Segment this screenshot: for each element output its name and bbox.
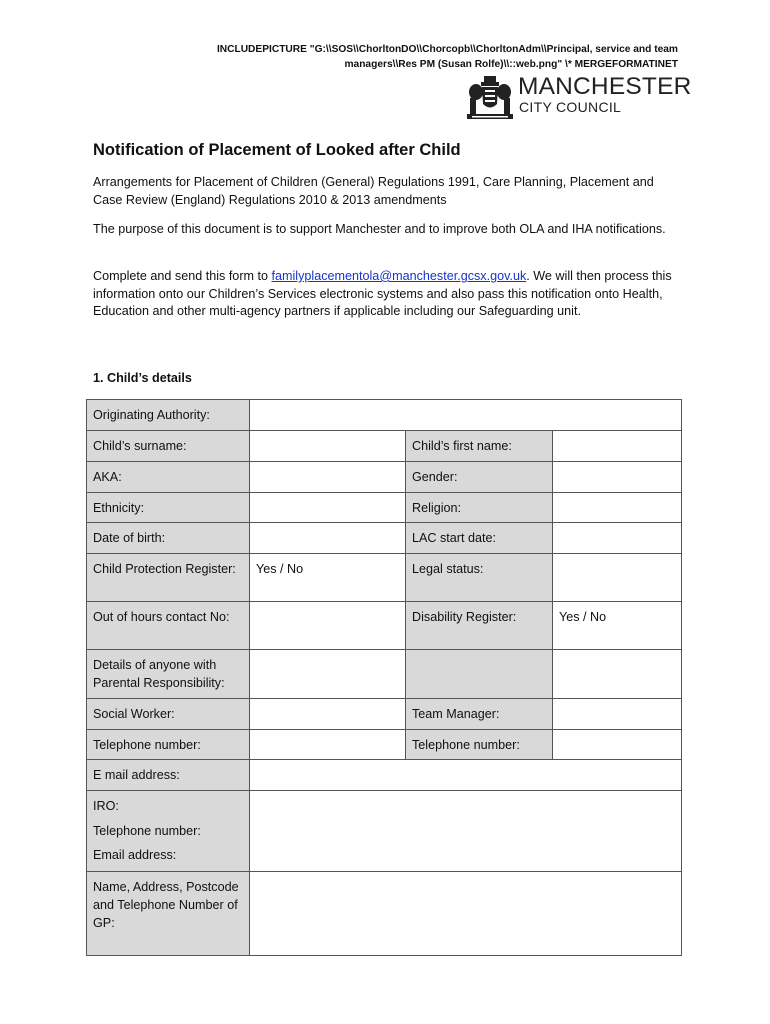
table-row xyxy=(87,400,682,431)
disability-register-value[interactable]: Yes / No xyxy=(553,602,682,650)
table-row xyxy=(87,462,682,493)
table-row xyxy=(87,650,682,699)
disability-register-label: Disability Register: xyxy=(406,602,553,650)
team-manager-telephone-field[interactable] xyxy=(553,730,682,760)
gender-field[interactable] xyxy=(553,462,682,493)
parental-responsibility-field[interactable] xyxy=(250,650,406,699)
date-of-birth-field[interactable] xyxy=(250,523,406,554)
instructions-text-after: . We will then process this information onto our Children’s Services electronic systems and also pass this notification onto Health, Education and other multi-agency partners if applicable including our Safeguarding unit. xyxy=(93,269,672,318)
gp-details-label: Name, Address, Postcode and Telephone Number of GP: xyxy=(87,872,250,956)
table-row xyxy=(87,872,682,956)
gp-details-field[interactable] xyxy=(250,872,682,956)
iro-label-cell xyxy=(87,791,250,872)
lac-start-date-field[interactable] xyxy=(553,523,682,554)
childs-first-name-label: Child’s first name: xyxy=(406,431,553,462)
childs-surname-field[interactable] xyxy=(250,431,406,462)
table-row xyxy=(87,699,682,730)
coat-of-arms-icon xyxy=(464,76,516,122)
team-manager-field[interactable] xyxy=(553,699,682,730)
aka-field[interactable] xyxy=(250,462,406,493)
table-row xyxy=(87,493,682,523)
logo-text-manchester: MANCHESTER xyxy=(518,73,692,100)
gender-label: Gender: xyxy=(406,462,553,493)
child-protection-register-value[interactable]: Yes / No xyxy=(250,554,406,602)
social-worker-telephone-field[interactable] xyxy=(250,730,406,760)
parental-responsibility-extra-cell xyxy=(406,650,553,699)
logo-text-city-council: CITY COUNCIL xyxy=(519,99,622,115)
out-of-hours-field[interactable] xyxy=(250,602,406,650)
childs-first-name-field[interactable] xyxy=(553,431,682,462)
team-manager-telephone-label: Telephone number: xyxy=(406,730,553,760)
table-row xyxy=(87,523,682,554)
page-title: Notification of Placement of Looked after Child xyxy=(93,141,461,159)
lac-start-date-label: LAC start date: xyxy=(406,523,553,554)
child-protection-register-label: Child Protection Register: xyxy=(87,554,250,602)
childs-surname-label: Child’s surname: xyxy=(87,431,250,462)
table-row xyxy=(87,431,682,462)
ethnicity-label: Ethnicity: xyxy=(87,493,250,523)
section-heading-childs-details: 1. Child’s details xyxy=(93,371,192,385)
table-row xyxy=(87,760,682,791)
purpose-paragraph: The purpose of this document is to support Manchester and to improve both OLA and IHA notifications. xyxy=(93,222,666,236)
religion-field[interactable] xyxy=(553,493,682,523)
iro-label: IRO: xyxy=(93,799,119,813)
email-link[interactable]: familyplacementola@manchester.gcsx.gov.uk xyxy=(271,269,527,283)
table-row xyxy=(87,554,682,602)
include-picture-field-line-1: INCLUDEPICTURE "G:\\SOS\\ChorltonDO\\Chorcopb\\ChorltonAdm\\Principal, service and team xyxy=(216,44,678,55)
out-of-hours-label: Out of hours contact No: xyxy=(87,602,250,650)
iro-email-label: Email address: xyxy=(93,848,177,862)
email-address-label: E mail address: xyxy=(87,760,250,791)
legal-status-field[interactable] xyxy=(553,554,682,602)
ethnicity-field[interactable] xyxy=(250,493,406,523)
date-of-birth-label: Date of birth: xyxy=(87,523,250,554)
team-manager-label: Team Manager: xyxy=(406,699,553,730)
social-worker-label: Social Worker: xyxy=(87,699,250,730)
aka-label: AKA: xyxy=(87,462,250,493)
parental-responsibility-extra-field[interactable] xyxy=(553,650,682,699)
table-row xyxy=(87,602,682,650)
table-row xyxy=(87,791,682,872)
table-row xyxy=(87,730,682,760)
manchester-city-council-logo xyxy=(464,73,692,122)
originating-authority-label: Originating Authority: xyxy=(87,400,250,431)
regulations-paragraph: Arrangements for Placement of Children (General) Regulations 1991, Care Planning, Placement and Case Review (England) Regulations 2010 & 2013 amendments xyxy=(93,175,654,207)
childs-details-table xyxy=(86,399,682,956)
religion-label: Religion: xyxy=(406,493,553,523)
social-worker-telephone-label: Telephone number: xyxy=(87,730,250,760)
instructions-paragraph xyxy=(93,268,683,321)
legal-status-label: Legal status: xyxy=(406,554,553,602)
email-address-field[interactable] xyxy=(250,760,682,791)
originating-authority-field[interactable] xyxy=(250,400,682,431)
iro-telephone-label: Telephone number: xyxy=(93,823,201,838)
include-picture-field-line-2: managers\\Res PM (Susan Rolfe)\\::web.png" \* MERGEFORMATINET xyxy=(344,59,678,70)
iro-details-field[interactable] xyxy=(250,791,682,872)
parental-responsibility-label: Details of anyone with Parental Responsibility: xyxy=(87,650,250,699)
social-worker-field[interactable] xyxy=(250,699,406,730)
instructions-text-before: Complete and send this form to xyxy=(93,269,272,283)
